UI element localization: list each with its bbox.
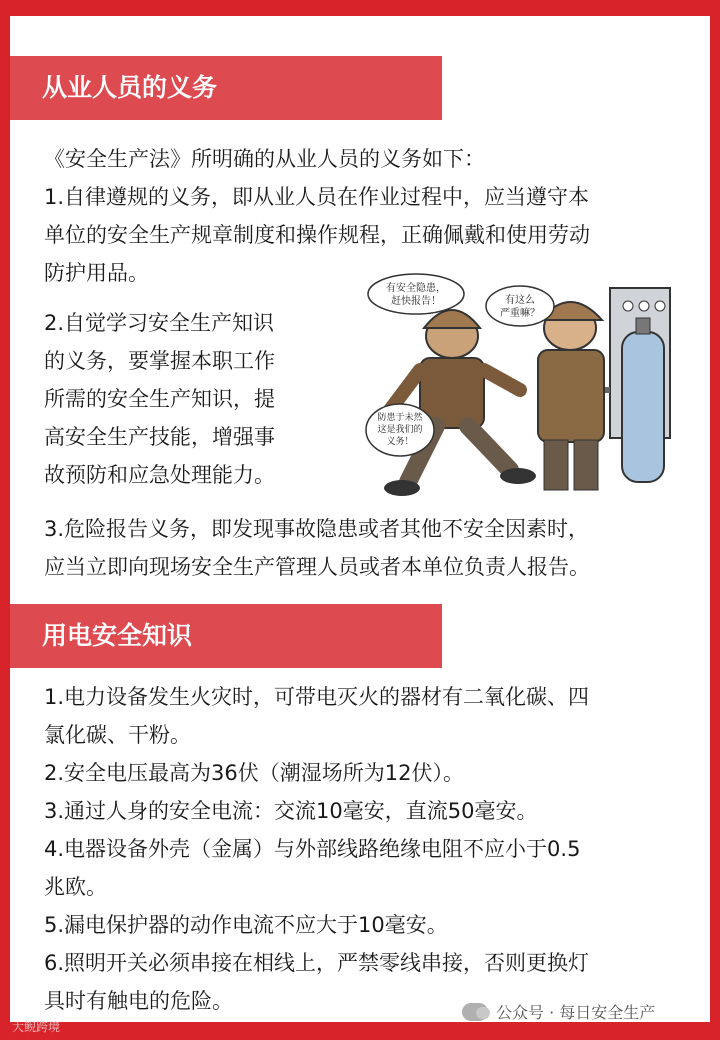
duty-point-3	[44, 510, 684, 586]
bubble-text: 严重嘛？	[500, 308, 540, 319]
text-line: 4.电器设备外壳（金属）与外部线路绝缘电阻不应小于0.5	[44, 837, 581, 861]
text-line: 故预防和应急处理能力。	[44, 463, 275, 487]
bubble-text: 有这么	[505, 295, 535, 306]
wechat-watermark	[462, 1000, 655, 1023]
speech-bubble-question	[486, 286, 554, 326]
text-line: 1.自律遵规的义务，即从业人员在作业过程中，应当遵守本	[44, 185, 590, 209]
text-line: 兆欧。	[44, 875, 107, 899]
text-line: 应当立即向现场安全生产管理人员或者本单位负责人报告。	[44, 555, 590, 579]
duty-point-2	[44, 304, 344, 494]
text-line: 防护用品。	[44, 261, 149, 285]
text-line: 氯化碳、干粉。	[44, 723, 191, 747]
gas-cylinder	[622, 332, 664, 482]
bubble-text: 防患于未然	[377, 413, 423, 423]
text-line: 《安全生产法》所明确的从业人员的义务如下：	[44, 147, 485, 171]
wechat-icon	[462, 1003, 488, 1021]
text-line: 6.照明开关必须串接在相线上，严禁零线串接，否则更换灯	[44, 951, 590, 975]
text-line: 单位的安全生产规章制度和操作规程，正确佩戴和使用劳动	[44, 223, 590, 247]
speech-bubble-report	[368, 274, 464, 314]
section-title-duties: 从业人员的义务	[10, 56, 442, 120]
text-line: 的义务，要掌握本职工作	[44, 349, 275, 373]
bubble-text: 这是我们的	[377, 425, 423, 435]
watermark-text: 公众号 · 每日安全生产	[496, 1003, 656, 1022]
text-line: 2.安全电压最高为36伏（潮湿场所为12伏）。	[44, 761, 464, 785]
text-line: 3.通过人身的安全电流：交流10毫安，直流50毫安。	[44, 799, 538, 823]
speech-bubble-duty	[366, 404, 434, 456]
bubble-text: 赶快报告！	[391, 296, 441, 307]
electrical-safety-list	[44, 678, 684, 1020]
content-card	[10, 16, 710, 1022]
bubble-text: 有安全隐患，	[386, 283, 446, 294]
text-line: 具时有触电的危险。	[44, 989, 233, 1013]
text-line: 1.电力设备发生火灾时，可带电灭火的器材有二氧化碳、四	[44, 685, 590, 709]
text-line: 5.漏电保护器的动作电流不应大于10毫安。	[44, 913, 448, 937]
text-line: 高安全生产技能，增强事	[44, 425, 275, 449]
text-line: 2.自觉学习安全生产知识	[44, 311, 275, 335]
text-line: 所需的安全生产知识，提	[44, 387, 275, 411]
corner-watermark: 大鲵跨境	[12, 1020, 61, 1034]
section-title-electrical-safety: 用电安全知识	[10, 604, 442, 668]
bubble-text: 义务！	[386, 437, 414, 447]
worker-cartoon-illustration	[360, 270, 690, 506]
text-line: 3.危险报告义务，即发现事故隐患或者其他不安全因素时，	[44, 517, 590, 541]
